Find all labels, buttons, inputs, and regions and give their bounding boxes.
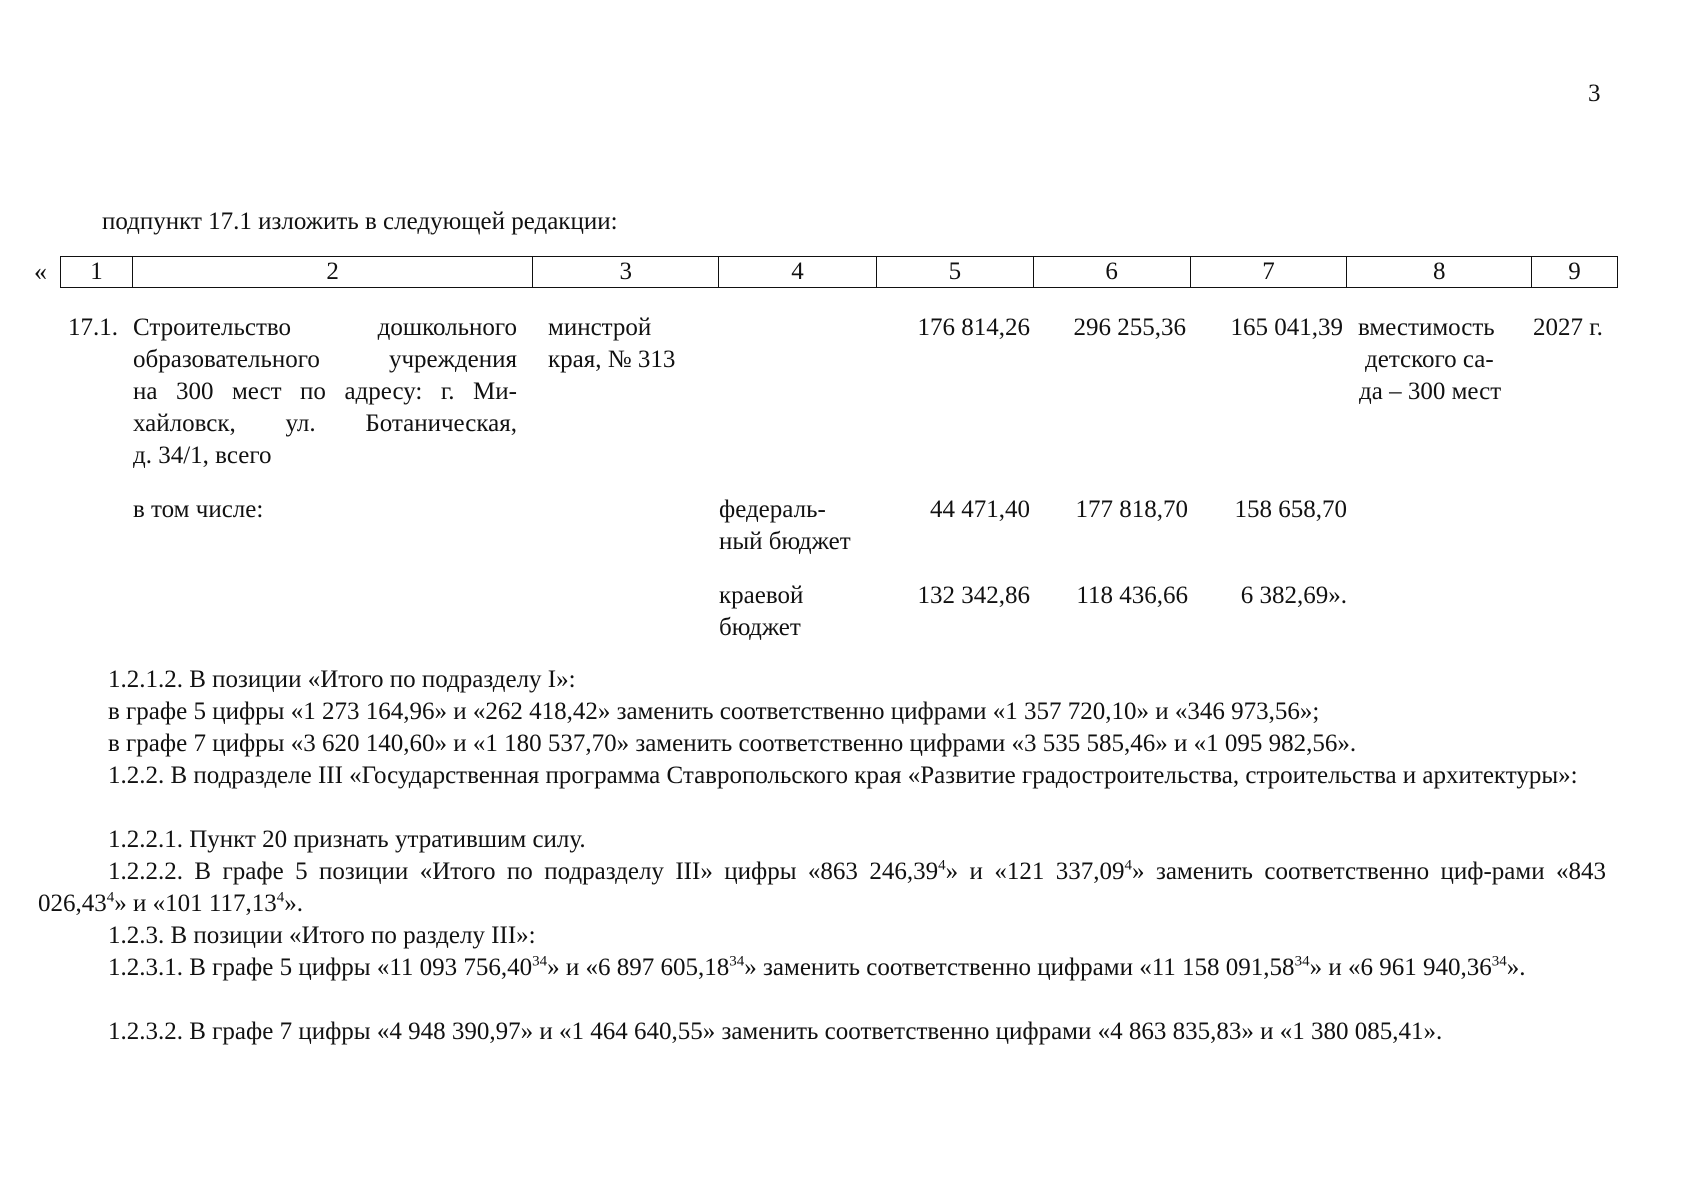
row-name bbox=[133, 312, 517, 472]
paragraph-5: 1.2.2.1. Пункт 20 признать утратившим силу. bbox=[108, 826, 586, 853]
word: хайловск, bbox=[133, 410, 236, 437]
paragraph-9: 1.2.3.2. В графе 7 цифры «4 948 390,97» и «1 464 640,55» заменить соответственно цифрами «4 863 835,83» и «1 380 085,41». bbox=[108, 1018, 1443, 1045]
header-col-6: 6 bbox=[1034, 257, 1191, 287]
word: Ми- bbox=[473, 378, 517, 405]
intro-text: подпункт 17.1 изложить в следующей редакции: bbox=[102, 208, 618, 235]
header-col-5: 5 bbox=[877, 257, 1034, 287]
open-quote: « bbox=[34, 257, 47, 286]
table-header-row bbox=[60, 256, 1618, 288]
footnote-marker: 4 bbox=[276, 889, 285, 906]
footnote-marker: 34 bbox=[532, 953, 548, 970]
text: 1.2.2.2. В графе 5 позиции «Итого по подразделу III» цифры «863 246,39 bbox=[108, 858, 939, 885]
word: ул. bbox=[285, 410, 316, 437]
header-col-9: 9 bbox=[1568, 258, 1581, 285]
row-name-line-5: д. 34/1, всего bbox=[133, 442, 272, 469]
row-number: 17.1. bbox=[68, 314, 118, 341]
word: г. bbox=[440, 378, 455, 405]
text: ». bbox=[1506, 954, 1526, 981]
word: на bbox=[133, 378, 158, 405]
header-col-2: 2 bbox=[133, 257, 533, 287]
text: » и «6 897 605,18 bbox=[547, 954, 730, 981]
word: учреждения bbox=[388, 346, 517, 373]
paragraph-4: 1.2.2. В подразделе III «Государственная программа Ставропольского края «Развитие градостроительства, строительства и архитектуры»: bbox=[108, 762, 1578, 789]
word: по bbox=[300, 378, 326, 405]
row-name-line-1 bbox=[133, 312, 517, 344]
text: » и «101 117,13 bbox=[114, 890, 277, 917]
page-number: 3 bbox=[1588, 80, 1601, 107]
footnote-marker: 34 bbox=[729, 953, 745, 970]
row-name-line-3 bbox=[133, 376, 517, 408]
text: ». bbox=[284, 890, 303, 917]
regional-col6: 118 436,66 bbox=[1076, 582, 1188, 609]
federal-source-line-1: федераль- bbox=[719, 496, 826, 523]
text: » заменить соответственно цифрами «11 158 091,58 bbox=[744, 954, 1295, 981]
row-col5: 176 814,26 bbox=[917, 314, 1030, 341]
regional-source-line-1: краевой bbox=[719, 582, 804, 609]
row-col7: 165 041,39 bbox=[1230, 314, 1343, 341]
paragraph-3: в графе 7 цифры «3 620 140,60» и «1 180 537,70» заменить соответственно цифрами «3 535 585,46» и «1 095 982,56». bbox=[108, 730, 1357, 757]
federal-col6: 177 818,70 bbox=[1075, 496, 1188, 523]
word: мест bbox=[231, 378, 282, 405]
result-line-1: вместимость bbox=[1358, 314, 1495, 341]
word: 300 bbox=[175, 378, 214, 405]
paragraph-1: 1.2.1.2. В позиции «Итого по подразделу I»: bbox=[108, 666, 576, 693]
result-line-2: детского са- bbox=[1365, 346, 1494, 373]
including-label: в том числе: bbox=[133, 496, 264, 523]
row-year: 2027 г. bbox=[1533, 314, 1603, 341]
footnote-marker: 4 bbox=[1124, 857, 1133, 874]
paragraph-7: 1.2.3. В позиции «Итого по разделу III»: bbox=[108, 922, 536, 949]
header-col-3: 3 bbox=[533, 257, 719, 287]
federal-col5: 44 471,40 bbox=[930, 496, 1030, 523]
footnote-marker: 4 bbox=[938, 857, 946, 874]
row-col6: 296 255,36 bbox=[1073, 314, 1186, 341]
row-name-line-4 bbox=[133, 408, 517, 440]
regional-source-line-2: бюджет bbox=[719, 614, 801, 641]
text: » и «6 961 940,36 bbox=[1309, 954, 1492, 981]
header-col-7: 7 bbox=[1191, 257, 1348, 287]
paragraph-6 bbox=[38, 856, 1606, 920]
responsible-line-1: минстрой bbox=[548, 314, 652, 341]
regional-col5: 132 342,86 bbox=[917, 582, 1030, 609]
paragraph-8 bbox=[38, 952, 1606, 984]
result-line-3: да – 300 мест bbox=[1359, 378, 1502, 405]
header-col-8: 8 bbox=[1347, 257, 1532, 287]
header-col-4: 4 bbox=[719, 257, 877, 287]
word: адресу: bbox=[344, 378, 423, 405]
word: Ботаническая, bbox=[365, 410, 517, 437]
text: » и «121 337,09 bbox=[945, 858, 1125, 885]
word: Строительство bbox=[133, 314, 292, 341]
text: 1.2.3.1. В графе 5 цифры «11 093 756,40 bbox=[108, 954, 533, 981]
header-col-1: 1 bbox=[61, 257, 133, 287]
federal-col7: 158 658,70 bbox=[1234, 496, 1347, 523]
word: дошкольного bbox=[377, 314, 517, 341]
row-name-line-2 bbox=[133, 344, 517, 376]
responsible-line-2: края, № 313 bbox=[548, 346, 676, 373]
footnote-marker: 4 bbox=[106, 889, 115, 906]
footnote-marker: 34 bbox=[1491, 953, 1507, 970]
regional-col7: 6 382,69». bbox=[1240, 582, 1347, 609]
paragraph-2: в графе 5 цифры «1 273 164,96» и «262 418,42» заменить соответственно цифрами «1 357 720,10» и «346 973,56»; bbox=[108, 698, 1320, 725]
federal-source-line-2: ный бюджет bbox=[719, 528, 851, 555]
word: образовательного bbox=[133, 346, 320, 373]
text: » заменить соответственно циф-рами «843 026,43 bbox=[38, 858, 1606, 917]
footnote-marker: 34 bbox=[1294, 953, 1310, 970]
